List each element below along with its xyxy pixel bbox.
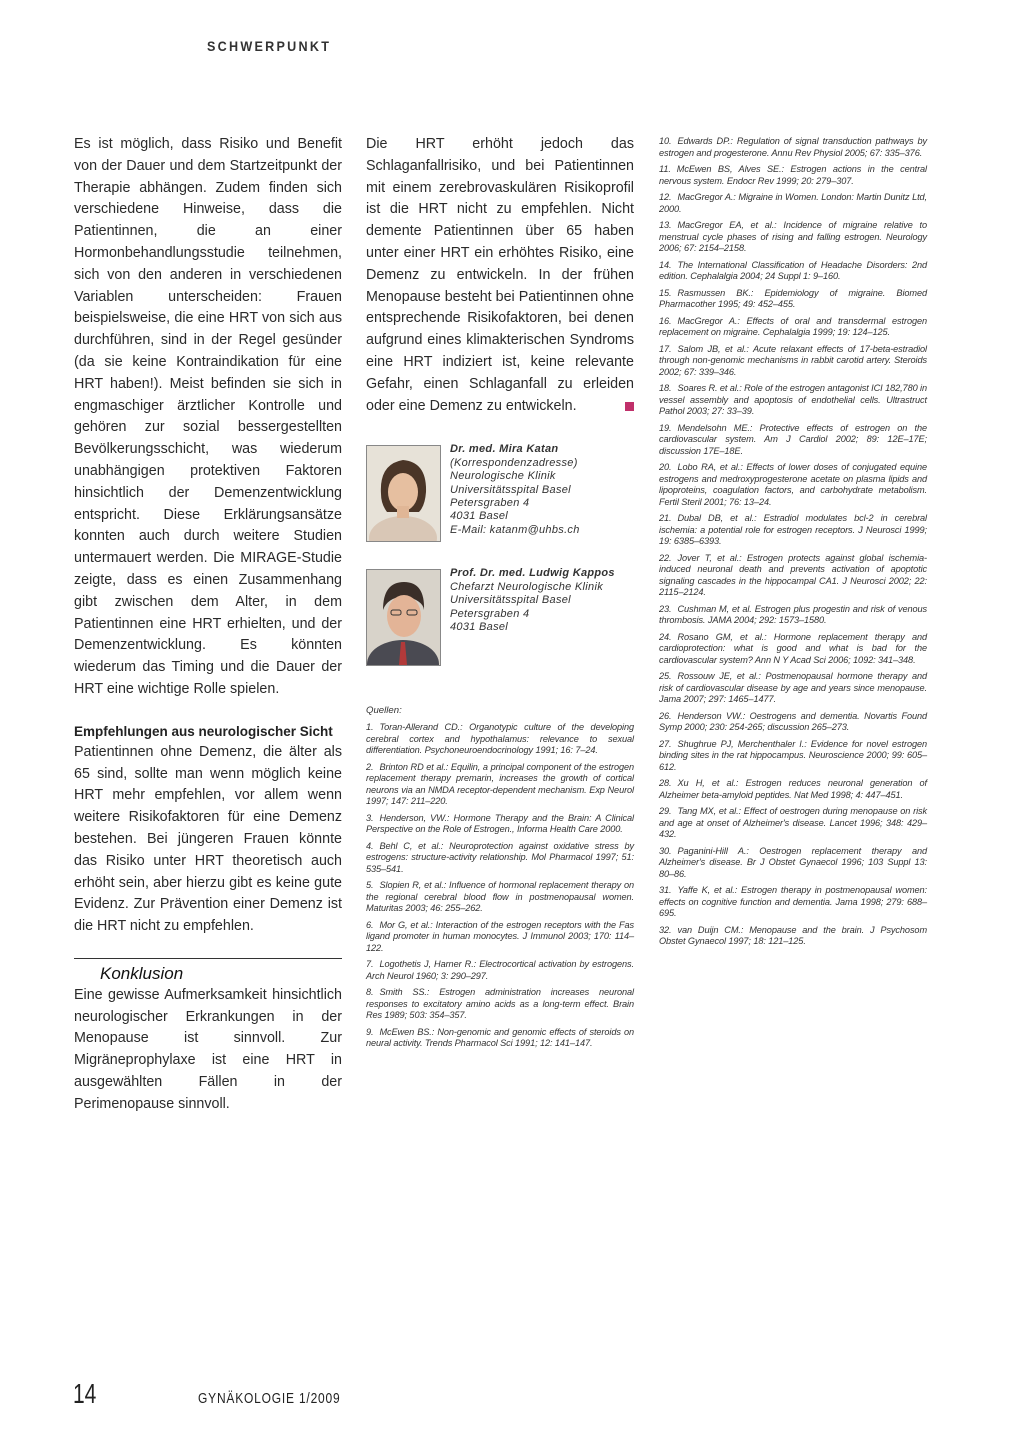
- reference-text: Mor G, et al.: Interaction of the estrogen receptors with the Fas ligand promoter in human monocytes. J Immunol 2003; 170: 114–122.: [366, 919, 634, 953]
- email-link[interactable]: E-Mail: katanm@uhbs.ch: [450, 523, 580, 536]
- reference-text: van Duijn CM.: Menopause and the brain. J Psychosom Obstet Gynaecol 1997; 18: 121–125.: [659, 924, 927, 946]
- reference-number: 27.: [659, 738, 672, 749]
- reference-text: Salom JB, et al.: Acute relaxant effects of 17-beta-estradiol through non-genomic mechanisms in rabbit carotid artery. Steroids 2002; 67: 339–346.: [659, 343, 927, 377]
- column-1: [74, 134, 342, 1116]
- reference-number: 7.: [366, 959, 374, 970]
- reference-text: Rossouw JE, et al.: Postmenopausal hormone therapy and risk of cardiovascular disease by age and years since menopause. Jama 2007; 297: 1465–1477.: [659, 671, 927, 704]
- reference-number: 16.: [659, 315, 672, 326]
- reference-number: 23.: [659, 603, 672, 614]
- reference-text: Dubal DB, et al.: Estradiol modulates bcl-2 in cerebral ischemia: a potential role for estrogen receptors. J Neurosci 1999; 19: 6385–6393.: [659, 513, 927, 546]
- reference-text: Paganini-Hill A.: Oestrogen replacement therapy and Alzheimer's disease. Br J Obstet Gynaecol 1996; 103 Suppl 13: 80–86.: [659, 845, 927, 879]
- column-2: [366, 134, 634, 1055]
- reference-text: Smith SS.: Estrogen administration increases neuronal responses to excitatory amino acids as a long-term effect. Brain Res 1989; 503: 354–357.: [366, 987, 634, 1021]
- reference-item: [366, 987, 634, 1022]
- reference-item: [659, 739, 927, 774]
- reference-item: [366, 920, 634, 955]
- reference-number: 24.: [659, 631, 672, 642]
- reference-number: 19.: [659, 422, 672, 433]
- reference-item: [659, 192, 927, 215]
- reference-number: 8.: [366, 987, 374, 998]
- reference-item: [366, 841, 634, 876]
- author-block: [366, 445, 634, 563]
- reference-item: [659, 632, 927, 667]
- reference-item: [659, 316, 927, 339]
- reference-item: [659, 423, 927, 458]
- section-header: SCHWERPUNKT: [207, 38, 332, 54]
- reference-text: Yaffe K, et al.: Estrogen therapy in postmenopausal women: effects on cognitive function and dementia. Jama 1998; 279: 688–695.: [659, 885, 927, 918]
- reference-text: Xu H, et al.: Estrogen reduces neuronal generation of Alzheimer beta-amyloid peptides. Nat Med 1998; 4: 447–451.: [659, 778, 927, 800]
- subheading: Empfehlungen aus neurologischer Sicht: [74, 723, 333, 739]
- reference-item: [366, 959, 634, 982]
- body-paragraph: Patientinnen ohne Demenz, die älter als 65 sind, sollte man wenn möglich keine HRT mehr empfehlen, vor allem wenn weitere Risikofaktoren für eine Demenz bestehen. Bei jüngeren Frauen könnte das Risiko unter HRT theoretisch auch erhöht sein, aber hierzu gibt es keine gute Evidenz. Zur Prävention einer Demenz ist die HRT nicht zu empfehlen.: [74, 743, 342, 935]
- reference-number: 13.: [659, 220, 672, 230]
- reference-number: 6.: [366, 919, 374, 930]
- reference-text: Shughrue PJ, Merchenthaler I.: Evidence for novel estrogen binding sites in the rat hippocampus. Neuroscience 2000; 99: 605–612.: [659, 738, 927, 772]
- reference-number: 28.: [659, 778, 672, 788]
- reference-text: Henderson, VW.: Hormone Therapy and the Brain: A Clinical Perspective on the Role of Estrogen., Informa Health Care 2000.: [366, 812, 634, 835]
- body-paragraph: Die HRT erhöht jedoch das Schlaganfallrisiko, und bei Patientinnen mit einem zerebrovaskulären Risikoprofil ist die HRT nicht zu empfehlen. Nicht demente Patientinnen über 65 haben unter einer HRT ein erhöhtes Risiko, eine Demenz zu entwickeln. In der frühen Menopause besteht bei Patientinnen ohne entsprechende Risikofaktoren, bei denen aufgrund eines klimakterischen Syndroms eine HRT indiziert ist, keine relevante Gefahr, einen Schlaganfall zu erleiden oder eine Demenz zu entwickeln.: [366, 136, 634, 414]
- reference-item: [659, 260, 927, 283]
- reference-text: Edwards DP.: Regulation of signal transduction pathways by estrogen and progesterone. Annu Rev Physiol 2005; 67: 335–376.: [659, 136, 927, 158]
- reference-item: [659, 711, 927, 734]
- reference-number: 20.: [659, 462, 672, 472]
- reference-item: [366, 762, 634, 808]
- reference-item: [659, 925, 927, 948]
- reference-text: MacGregor EA, et al.: Incidence of migraine relative to menstrual cycle phases of rising and falling estrogen. Neurology 2006; 67: 2154–2158.: [659, 220, 927, 253]
- reference-item: [659, 846, 927, 881]
- reference-item: [659, 220, 927, 255]
- reference-item: [366, 813, 634, 836]
- reference-item: [659, 383, 927, 418]
- reference-item: [659, 885, 927, 920]
- reference-item: [659, 671, 927, 706]
- reference-number: 21.: [659, 513, 672, 523]
- body-paragraph: Es ist möglich, dass Risiko und Benefit von der Dauer und dem Startzeitpunkt der Therapie abhängen. Zudem finden sich verschiedene Hinweise, dass die Patientinnen, die an einer Hormonbehandlungsstudie teilnehmen, sich von den anderen in verschiedenen Variablen unterscheiden: Frauen beispielsweise, die eine HRT von sich aus durchführen, sind in der Regel gesünder (da sie keine Kontraindikation für eine HRT haben!). Meist befinden sie sich in engmaschiger ärztlicher Kontrolle und gehören zur sozial bessergestellten Bevölkerungsschicht, was wiederum unabhängigen protektiven Faktoren hinsichtlich der Demenzentwicklung entspricht. Diese Erklärungsansätze konnten auch durch weitere Studien untermauert werden. Die MIRAGE-Studie zeigte, dass es einen Zusammenhang gibt zwischen dem Alter, in dem Patientinnen eine HRT erhielten, und der Demenzentwicklung. Es könnten wiederum das Timing und die Dauer der HRT eine wichtige Rolle spielen.: [74, 136, 342, 697]
- reference-text: McEwen BS.: Non-genomic and genomic effects of steroids on neural activity. Trends Pharmacol Sci 1991; 12: 141–147.: [366, 1026, 634, 1049]
- reference-text: Cushman M, et al. Estrogen plus progestin and risk of venous thrombosis. JAMA 2004; 292: 1573–1580.: [659, 603, 927, 625]
- reference-text: MacGregor A.: Effects of oral and transdermal estrogen replacement on migraine. Cephalalgia 1999; 19: 124–125.: [659, 315, 927, 337]
- reference-item: [659, 513, 927, 548]
- reference-number: 26.: [659, 710, 672, 721]
- reference-number: 15.: [659, 287, 672, 298]
- body-paragraph: Eine gewisse Aufmerksamkeit hinsichtlich neurologischer Erkrankungen in der Menopause ist sinnvoll. Zur Migräneprophylaxe ist eine HRT in ausgewählten Fällen in der Perimenopause sinnvoll.: [74, 986, 342, 1112]
- column-3: [659, 136, 927, 953]
- reference-item: [659, 806, 927, 841]
- reference-number: 32.: [659, 924, 672, 935]
- reference-text: Tang MX, et al.: Effect of oestrogen during menopause on risk and age at onset of Alzheimer's disease. Lancet 1996; 348: 429–432.: [659, 806, 927, 839]
- reference-number: 30.: [659, 845, 672, 856]
- reference-text: Brinton RD et al.: Equilin, a principal component of the estrogen replacement therapy premarin, increases the growth of cortical neurons via an NMDA receptor-dependent mechanism. Exp Neurol 1997; 147: 211–220.: [366, 761, 634, 807]
- reference-item: [366, 880, 634, 915]
- reference-item: [659, 136, 927, 159]
- end-mark-icon: [625, 402, 634, 411]
- reference-text: Rosano GM, et al.: Hormone replacement therapy and cardioprotection: what is good and what is bad for the cardiovascular system? Ann N Y Acad Sci 2006; 1092: 341–348.: [659, 631, 927, 665]
- reference-text: McEwen BS, Alves SE.: Estrogen actions in the central nervous system. Endocr Rev 1999; 20: 279–307.: [659, 164, 927, 186]
- reference-item: [659, 553, 927, 599]
- reference-text: Behl C, et al.: Neuroprotection against oxidative stress by estrogens: structure-activity relationship. Mol Pharmacol 1997; 51: 535–541.: [366, 840, 634, 874]
- reference-item: [659, 288, 927, 311]
- section-divider: [74, 958, 342, 959]
- reference-text: MacGregor A.: Migraine in Women. London: Martin Dunitz Ltd, 2000.: [659, 192, 927, 214]
- konklusion-heading: Konklusion: [100, 963, 184, 983]
- reference-number: 17.: [659, 343, 672, 354]
- reference-number: 12.: [659, 192, 672, 202]
- reference-item: [659, 604, 927, 627]
- reference-item: [659, 462, 927, 508]
- reference-text: The International Classification of Headache Disorders: 2nd edition. Cephalalgia 2004; 24 Suppl 1: 9–160.: [659, 259, 927, 281]
- author-contact: Dr. med. Mira Katan (Korrespondenzadresse) Neurologische Klinik Universitätsspital Basel Petersgraben 4 4031 Basel E-Mail: katanm@uhbs.ch: [450, 443, 580, 536]
- reference-number: 11.: [659, 164, 671, 174]
- reference-text: Slopien R, et al.: Influence of hormonal replacement therapy on the regional cerebral blood flow in postmenopausal women. Maturitas 2003; 46: 255–262.: [366, 880, 634, 914]
- reference-number: 31.: [659, 885, 672, 895]
- reference-text: Logothetis J, Harner R.: Electrocortical activation by estrogens. Arch Neurol 1960; 3: 290–297.: [366, 959, 634, 981]
- reference-text: Rasmussen BK.: Epidemiology of migraine. Biomed Pharmacother 1995; 49: 452–455.: [659, 287, 927, 309]
- reference-number: 1.: [366, 722, 374, 733]
- reference-number: 5.: [366, 880, 374, 891]
- author-contact: Prof. Dr. med. Ludwig Kappos Chefarzt Neurologische Klinik Universitätsspital Basel Petersgraben 4 4031 Basel: [450, 567, 615, 633]
- reference-number: 14.: [659, 259, 672, 270]
- reference-text: Mendelsohn ME.: Protective effects of estrogen on the cardiovascular system. Am J Cardiol 2002; 89: 12E–17E; discussion 17E–18E.: [659, 422, 927, 456]
- reference-number: 9.: [366, 1026, 374, 1037]
- references-label: Quellen:: [366, 705, 402, 717]
- author-photo: [366, 569, 441, 666]
- reference-text: Soares R. et al.: Role of the estrogen antagonist ICI 182,780 in vessel assembly and apoptosis of endothelial cells. Ultrastruct Pathol 2003; 27: 33–39.: [659, 383, 927, 416]
- reference-number: 2.: [366, 761, 374, 772]
- reference-item: [659, 778, 927, 801]
- references-block: [366, 705, 634, 1050]
- reference-number: 22.: [659, 552, 672, 563]
- reference-text: Jover T, et al.: Estrogen protects against global ischemia-induced neuronal death and prevents activation of apoptotic signaling cascades in the hippocampal CA1. J Neurosci 2002; 22: 2115–2124.: [659, 552, 927, 597]
- journal-footer: GYNÄKOLOGIE 1/2009: [198, 1390, 341, 1407]
- reference-number: 3.: [366, 812, 374, 823]
- reference-item: [659, 164, 927, 187]
- page-number: 14: [73, 1378, 97, 1409]
- reference-text: Lobo RA, et al.: Effects of lower doses of conjugated equine estrogens and medroxyprogesterone acetate on plasma lipids and lipoproteins, coagulation factors, and carbohydrate metabolism. Fertil Steril 2001; 76: 13–24.: [659, 462, 927, 507]
- reference-number: 4.: [366, 840, 374, 851]
- reference-item: [366, 1027, 634, 1050]
- author-photo: [366, 445, 441, 542]
- reference-number: 10.: [659, 136, 672, 146]
- reference-text: Henderson VW.: Oestrogens and dementia. Novartis Found Symp 2000; 230: 254-265; discussion 265–273.: [659, 710, 927, 732]
- author-block: [366, 569, 634, 687]
- reference-text: Toran-Allerand CD.: Organotypic culture of the developing cerebral cortex and hypothalamus: relevance to sexual differentiation. Psychoneuroendocrinology 1991; 16: 7–24.: [366, 722, 634, 756]
- reference-item: [659, 344, 927, 379]
- reference-number: 18.: [659, 383, 672, 393]
- reference-number: 25.: [659, 671, 672, 681]
- reference-number: 29.: [659, 806, 672, 816]
- reference-item: [366, 722, 634, 757]
